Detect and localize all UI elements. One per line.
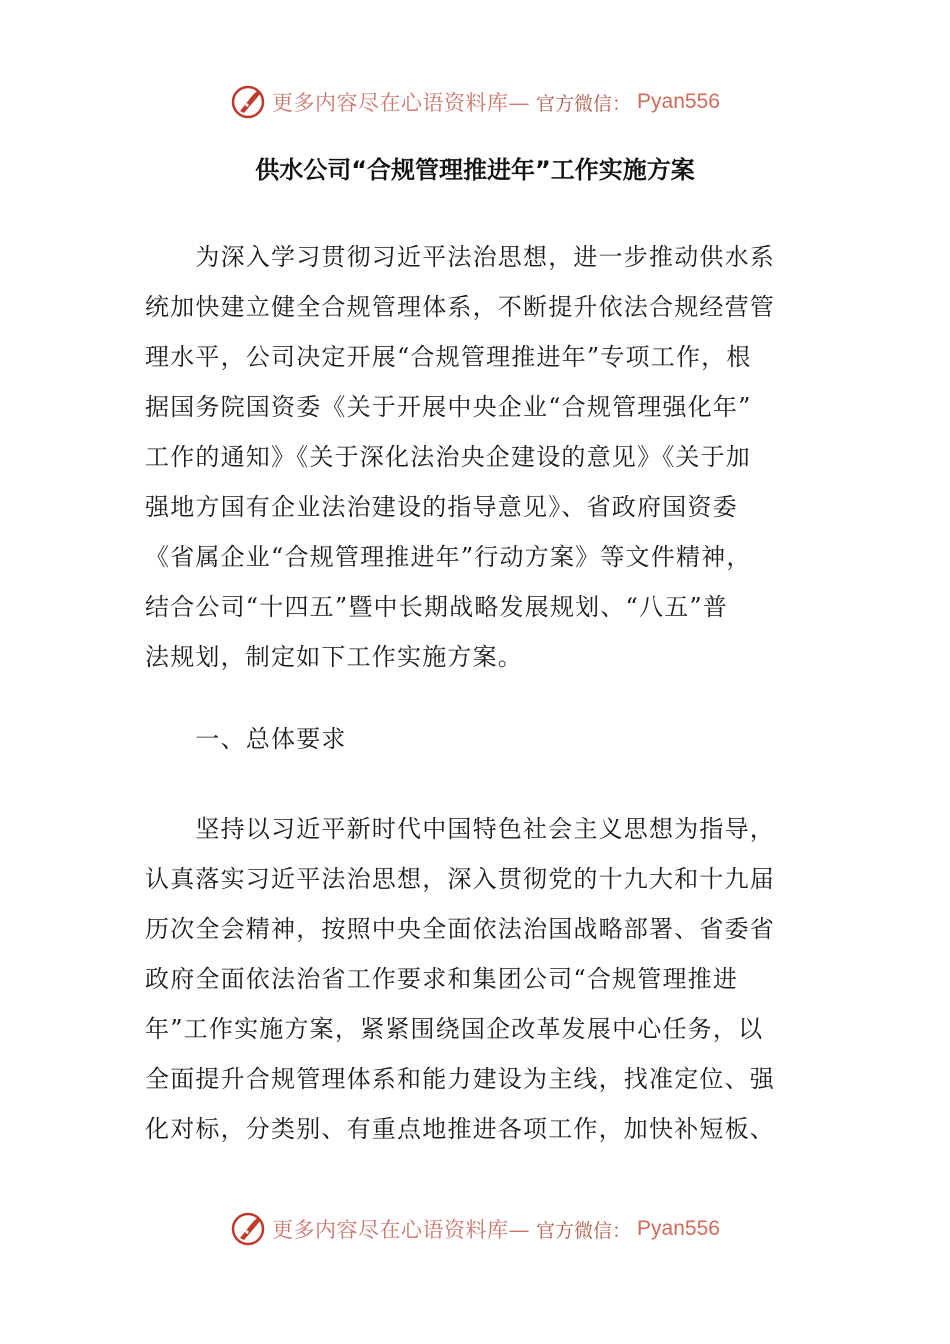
watermark-official-label: 官方微信： <box>536 92 632 115</box>
watermark-banner-top <box>0 82 950 122</box>
paragraph-intro <box>145 232 785 682</box>
section-heading-general-requirements <box>145 714 785 764</box>
text-line: 强地方国有企业法治建设的指导意见》、省政府国资委 <box>145 493 738 521</box>
watermark-official-label: 官方微信： <box>536 1219 632 1242</box>
watermark-wechat-id: Pyan556 <box>637 1217 720 1240</box>
text-line: 统加快建立健全合规管理体系，不断提升依法合规经营管 <box>145 293 775 321</box>
section-heading-text: 一、总体要求 <box>145 725 347 753</box>
text-line: 历次全会精神，按照中央全面依法治国战略部署、省委省 <box>145 915 775 943</box>
text-line: 据国务院国资委《关于开展中央企业“合规管理强化年” <box>145 393 752 421</box>
text-line: 工作的通知》《关于深化法治央企建设的意见》《关于加 <box>145 443 751 471</box>
text-line: 为深入学习贯彻习近平法治思想，进一步推动供水系 <box>145 243 775 271</box>
document-title: 供水公司“合规管理推进年”工作实施方案 <box>255 156 695 184</box>
text-line: 结合公司“十四五”暨中长期战略发展规划、“八五”普 <box>145 593 729 621</box>
text-line: 理水平，公司决定开展“合规管理推进年”专项工作，根 <box>145 343 752 371</box>
watermark-text: 更多内容尽在心语资料库— <box>272 91 531 115</box>
text-line: 年”工作实施方案，紧紧围绕国企改革发展中心任务，以 <box>145 1015 764 1043</box>
paragraph-general-requirements <box>145 804 785 1154</box>
text-line: 认真落实习近平法治思想，深入贯彻党的十九大和十九届 <box>145 865 775 893</box>
text-line: 坚持以习近平新时代中国特色社会主义思想为指导， <box>145 815 775 843</box>
watermark-text: 更多内容尽在心语资料库— <box>272 1218 531 1242</box>
pen-nib-logo-icon <box>230 1211 266 1247</box>
text-line: 法规划，制定如下工作实施方案。 <box>145 643 523 671</box>
watermark-wechat-id: Pyan556 <box>637 90 720 113</box>
text-line: 全面提升合规管理体系和能力建设为主线，找准定位、强 <box>145 1065 775 1093</box>
text-line: 《省属企业“合规管理推进年”行动方案》等文件精神， <box>145 543 752 571</box>
pen-nib-logo-icon <box>230 84 266 120</box>
watermark-banner-bottom <box>0 1209 950 1249</box>
text-line: 化对标，分类别、有重点地推进各项工作，加快补短板、 <box>145 1115 775 1143</box>
text-line: 政府全面依法治省工作要求和集团公司“合规管理推进 <box>145 965 739 993</box>
